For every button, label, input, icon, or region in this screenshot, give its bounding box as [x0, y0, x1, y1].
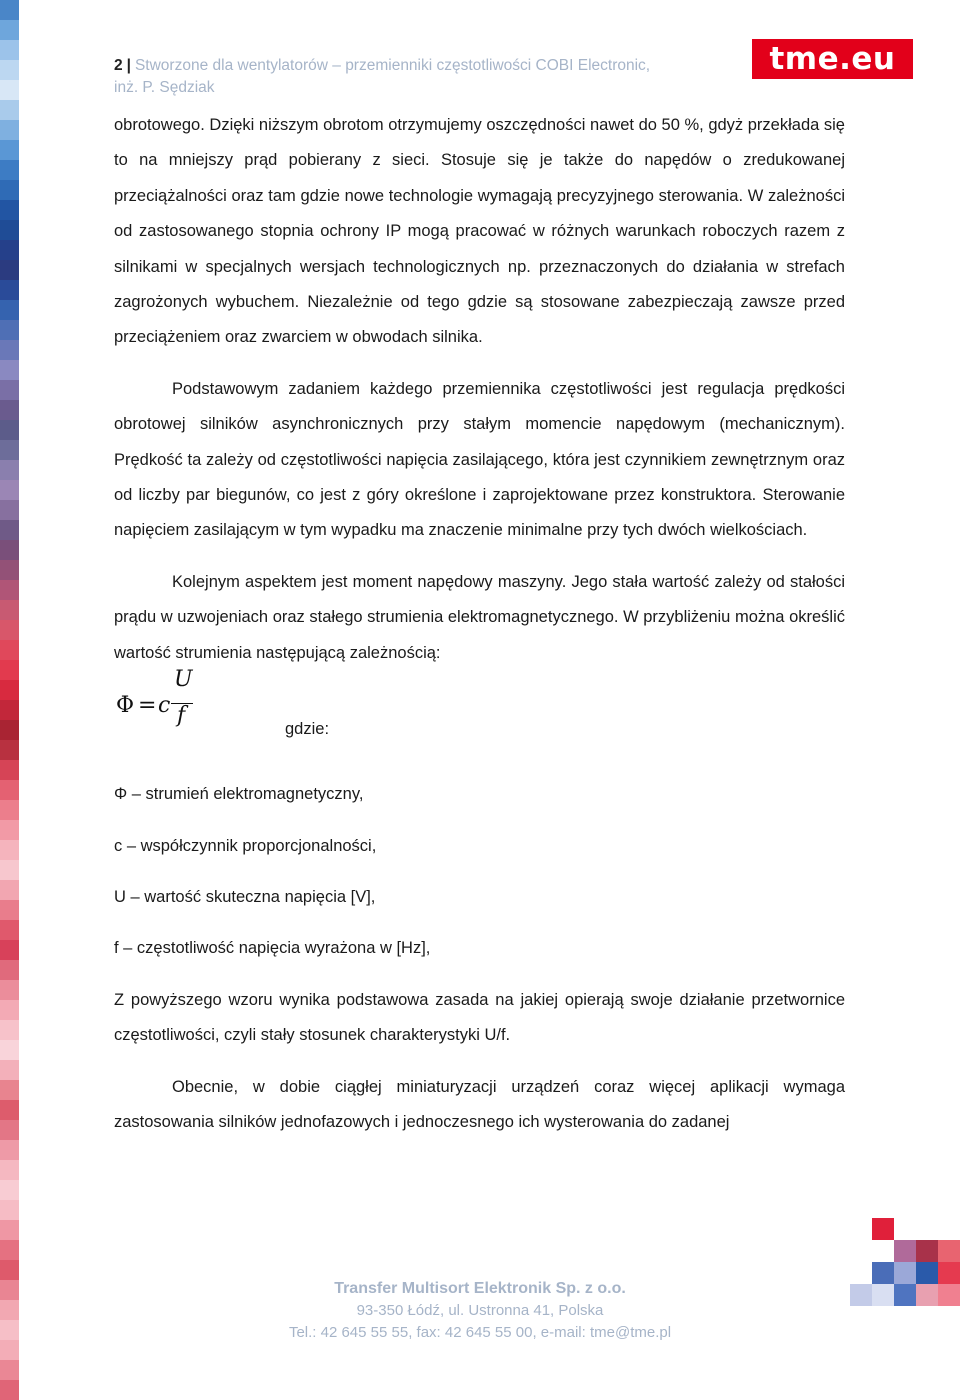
strip-tile	[0, 260, 19, 280]
strip-tile	[0, 560, 19, 580]
strip-tile	[0, 1120, 19, 1140]
formula-numerator: U	[174, 667, 193, 693]
strip-tile	[0, 600, 19, 620]
decorative-mosaic	[850, 1218, 960, 1322]
strip-tile	[0, 1160, 19, 1180]
mosaic-tile	[916, 1262, 938, 1284]
strip-tile	[0, 700, 19, 720]
strip-tile	[0, 160, 19, 180]
mosaic-tile	[894, 1240, 916, 1262]
strip-tile	[0, 740, 19, 760]
mosaic-tile	[894, 1262, 916, 1284]
header-author: inż. P. Sędziak	[114, 79, 215, 96]
strip-tile	[0, 1020, 19, 1040]
flux-formula	[116, 667, 276, 741]
strip-tile	[0, 500, 19, 520]
strip-tile	[0, 660, 19, 680]
strip-tile	[0, 820, 19, 840]
strip-tile	[0, 1200, 19, 1220]
strip-tile	[0, 120, 19, 140]
strip-tile	[0, 1140, 19, 1160]
strip-tile	[0, 1180, 19, 1200]
strip-tile	[0, 880, 19, 900]
strip-tile	[0, 780, 19, 800]
formula-denominator: f	[177, 703, 186, 729]
tme-logo: tme.eu	[752, 39, 913, 79]
strip-tile	[0, 180, 19, 200]
strip-tile	[0, 1220, 19, 1240]
strip-tile	[0, 1100, 19, 1120]
strip-tile	[0, 380, 19, 400]
paragraph-1: obrotowego. Dzięki niższym obrotom otrzymujemy oszczędności nawet do 50 %, gdyż przekłada się to na mniejszy prąd pobierany z sieci. Stosuje się je także do napędów o zredukowanej przeciążalności oraz tam gdzie nowe technologie wymagają precyzyjnego sterowania. W zależności od zastosowanego stopnia ochrony IP mogą pracować w różnych warunkach roboczych razem z silnikami w specjalnych wersjach technologicznych np. przeznaczonych do działania w strefach zagrożonych wybuchem. Niezależnie od tego gdzie są stosowane zabezpieczają zawsze przed przeciążeniem oraz zwarciem w obwodach silnika.	[114, 116, 845, 347]
mosaic-tile	[916, 1284, 938, 1306]
paragraph-5: Obecnie, w dobie ciągłej miniaturyzacji urządzeń coraz więcej aplikacji wymaga zastosowania silników jednofazowych i jednoczesnego ich wysterowania do zadanej	[114, 1077, 845, 1131]
strip-tile	[0, 60, 19, 80]
mosaic-tile	[850, 1284, 872, 1306]
strip-tile	[0, 620, 19, 640]
definition-c: c – współczynnik proporcjonalności,	[114, 836, 377, 855]
definition-u: U – wartość skuteczna napięcia [V],	[114, 887, 376, 906]
strip-tile	[0, 140, 19, 160]
strip-tile	[0, 520, 19, 540]
footer-contact: Tel.: 42 645 55 55, fax: 42 645 55 00, e-mail: tme@tme.pl	[288, 1324, 672, 1341]
strip-tile	[0, 1240, 19, 1260]
strip-tile	[0, 760, 19, 780]
formula-equals: =	[138, 693, 157, 719]
strip-tile	[0, 0, 19, 20]
paragraph-2: Podstawowym zadaniem każdego przemiennika częstotliwości jest regulacja prędkości obrotowej silników asynchronicznych przy stałym momencie napędowym (mechanicznym). Prędkość ta zależy od częstotliwości napięcia zasilającego, która jest czynnikiem zewnętrznym oraz od liczby par biegunów, co jest z góry określone i zaprojektowane przez konstruktora. Sterowanie napięciem zasilającym w tym wypadku ma znaczenie minimalne przy tych dwóch wielkościach.	[114, 379, 845, 540]
strip-tile	[0, 1360, 19, 1380]
strip-tile	[0, 440, 19, 460]
decorative-color-strip	[0, 0, 19, 1357]
strip-tile	[0, 480, 19, 500]
footer-company: Transfer Multisort Elektronik Sp. z o.o.	[334, 1280, 626, 1297]
mosaic-tile	[916, 1240, 938, 1262]
strip-tile	[0, 1280, 19, 1300]
strip-tile	[0, 80, 19, 100]
strip-tile	[0, 640, 19, 660]
strip-tile	[0, 1380, 19, 1400]
strip-tile	[0, 420, 19, 440]
page-footer	[200, 1278, 760, 1344]
strip-tile	[0, 300, 19, 320]
strip-tile	[0, 320, 19, 340]
strip-tile	[0, 900, 19, 920]
page-number: 2	[114, 57, 123, 74]
strip-tile	[0, 840, 19, 860]
mosaic-tile	[872, 1218, 894, 1240]
mosaic-tile	[872, 1284, 894, 1306]
strip-tile	[0, 720, 19, 740]
strip-tile	[0, 680, 19, 700]
mosaic-tile	[938, 1262, 960, 1284]
strip-tile	[0, 1340, 19, 1360]
mosaic-tile	[938, 1240, 960, 1262]
footer-address: 93-350 Łódź, ul. Ustronna 41, Polska	[356, 1302, 604, 1319]
strip-tile	[0, 460, 19, 480]
strip-tile	[0, 960, 19, 980]
document-body	[114, 108, 845, 1140]
formula-phi: Φ	[116, 693, 135, 719]
strip-tile	[0, 580, 19, 600]
strip-tile	[0, 400, 19, 420]
strip-tile	[0, 860, 19, 880]
strip-tile	[0, 1320, 19, 1340]
strip-tile	[0, 340, 19, 360]
strip-tile	[0, 540, 19, 560]
strip-tile	[0, 1000, 19, 1020]
strip-tile	[0, 800, 19, 820]
formula-row	[114, 667, 845, 761]
strip-tile	[0, 1040, 19, 1060]
mosaic-tile	[872, 1262, 894, 1284]
mosaic-tile	[938, 1284, 960, 1306]
strip-tile	[0, 280, 19, 300]
strip-tile	[0, 940, 19, 960]
definition-phi: Φ – strumień elektromagnetyczny,	[114, 785, 364, 804]
strip-tile	[0, 20, 19, 40]
strip-tile	[0, 220, 19, 240]
mosaic-tile	[894, 1284, 916, 1306]
strip-tile	[0, 980, 19, 1000]
strip-tile	[0, 1080, 19, 1100]
strip-tile	[0, 360, 19, 380]
paragraph-3: Kolejnym aspektem jest moment napędowy maszyny. Jego stała wartość zależy od stałości prądu w uzwojeniach oraz stałego strumienia elektromagnetycznego. W przybliżeniu można określić wartość strumienia następującą zależnością:	[114, 572, 845, 662]
strip-tile	[0, 1260, 19, 1280]
strip-tile	[0, 1300, 19, 1320]
header-title: Stworzone dla wentylatorów – przemienniki częstotliwości COBI Electronic,	[134, 57, 651, 74]
strip-tile	[0, 1060, 19, 1080]
strip-tile	[0, 40, 19, 60]
page-header	[114, 55, 714, 99]
header-separator: |	[126, 57, 131, 74]
where-label: gdzie:	[285, 720, 330, 739]
strip-tile	[0, 200, 19, 220]
strip-tile	[0, 920, 19, 940]
paragraph-4: Z powyższego wzoru wynika podstawowa zasada na jakiej opierają swoje działanie przetwornice częstotliwości, czyli stały stosunek charakterystyki U/f.	[114, 990, 845, 1045]
definition-f: f – częstotliwość napięcia wyrażona w [Hz],	[114, 939, 431, 958]
formula-coefficient: c	[158, 693, 171, 719]
strip-tile	[0, 240, 19, 260]
strip-tile	[0, 100, 19, 120]
